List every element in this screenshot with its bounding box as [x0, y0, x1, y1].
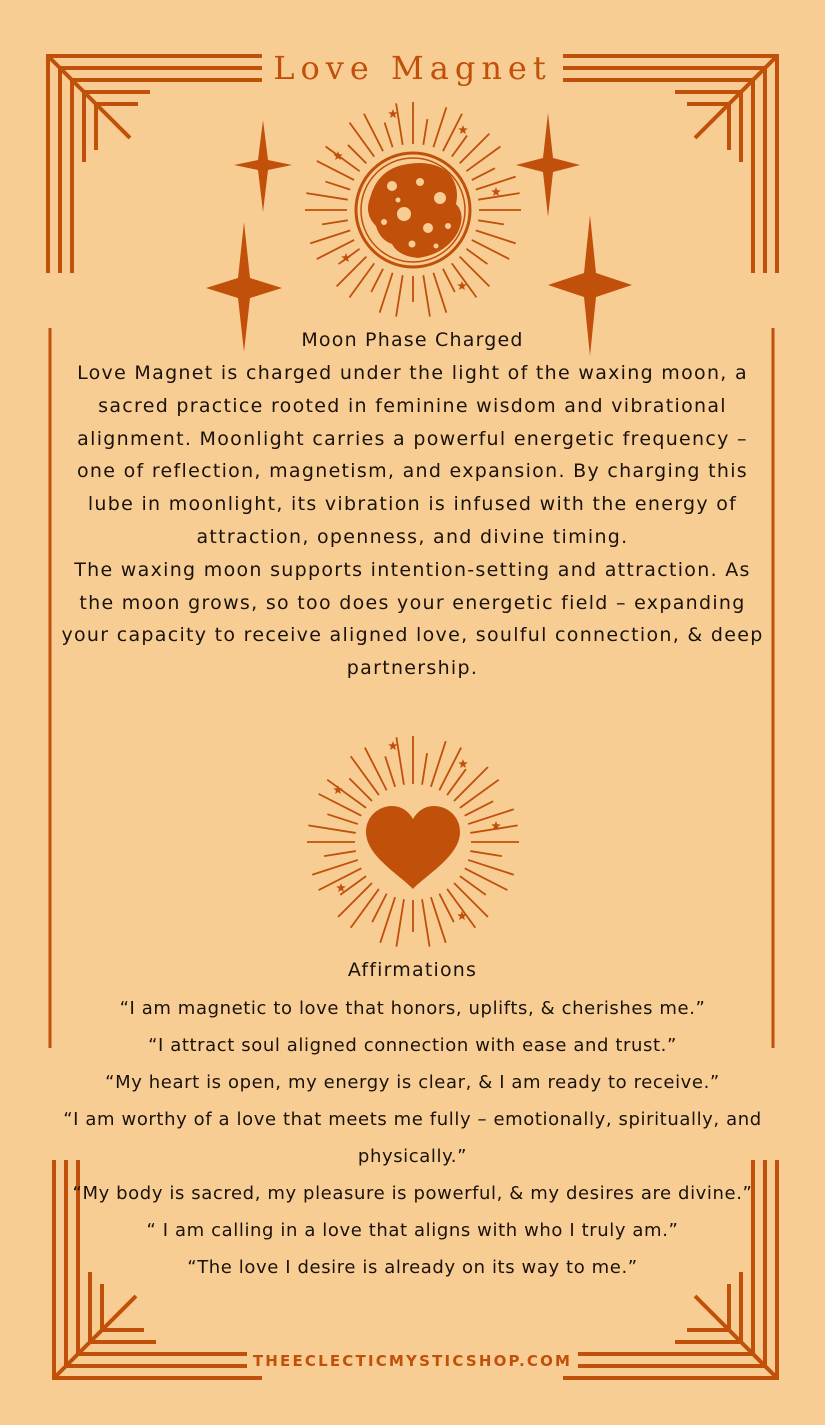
sparkle-icon — [234, 120, 292, 212]
affirmation-item: “I am magnetic to love that honors, uplifts, & cherishes me.” — [119, 998, 706, 1019]
sun-ray — [351, 889, 379, 928]
sun-ray — [460, 780, 499, 808]
sun-ray — [380, 897, 395, 943]
sun-ray — [452, 136, 467, 157]
moon-icon — [356, 153, 470, 267]
sun-ray — [465, 868, 508, 890]
heart-icon — [366, 806, 460, 889]
sun-ray — [478, 220, 504, 224]
sun-ray — [470, 851, 502, 856]
sun-ray — [460, 134, 490, 164]
sun-ray — [365, 748, 387, 791]
moon-paragraph-1: Love Magnet is charged under the light of the waxing moon, a sacred practice rooted in feminine wisdom and vibrational alignment. Moonlight carries a powerful energetic frequency – one of reflection, magnetism, and expansion. By charging this lube in moonlight, its vibration is infused with the energy of attraction, openness, and divine timing. — [77, 362, 748, 548]
frame-corner-top-right — [563, 56, 777, 273]
sun-ray — [326, 182, 351, 190]
sun-ray — [472, 168, 495, 180]
sun-ray — [310, 230, 350, 243]
sun-ray — [308, 825, 355, 833]
affirmation-item: “My body is sacred, my pleasure is powerful, & my desires are divine.” — [72, 1183, 753, 1204]
sun-ray — [327, 780, 366, 808]
affirmation-item: “My heart is open, my energy is clear, & I am ready to receive.” — [105, 1072, 720, 1093]
affirmation-item: “ I am calling in a love that aligns with who I truly am.” — [146, 1220, 679, 1241]
small-star-icon — [491, 187, 501, 196]
sun-ray — [431, 897, 446, 943]
sun-ray — [306, 193, 347, 200]
sun-ray — [312, 860, 358, 875]
sun-ray — [324, 851, 356, 856]
page-title: Love Magnet — [0, 52, 825, 84]
sun-ray — [350, 263, 375, 297]
small-star-icon — [333, 785, 343, 794]
sun-ray — [468, 860, 514, 875]
sun-ray — [396, 275, 403, 316]
moon-section-body — [56, 357, 769, 685]
small-star-icon — [458, 759, 468, 768]
sun-ray — [439, 748, 461, 791]
sun-ray — [454, 883, 488, 917]
sun-ray — [466, 147, 500, 172]
sun-ray — [337, 257, 367, 287]
sun-ray — [322, 220, 348, 224]
sun-ray — [371, 269, 383, 292]
sun-ray — [465, 801, 494, 816]
sun-ray — [452, 263, 477, 297]
sun-ray — [439, 894, 454, 923]
sun-ray — [422, 899, 430, 946]
sun-ray — [423, 275, 430, 316]
sun-ray — [468, 809, 514, 824]
moon-section-heading: Moon Phase Charged — [301, 329, 524, 351]
small-star-icon — [457, 911, 467, 920]
sun-ray — [372, 894, 387, 923]
sun-ray — [460, 257, 490, 287]
sun-ray — [423, 119, 427, 145]
sun-ray — [433, 273, 446, 313]
sun-ray — [351, 756, 379, 795]
sparkle-icon — [516, 113, 580, 217]
sun-ray — [443, 269, 455, 292]
sun-ray — [431, 741, 446, 787]
sun-ray — [396, 737, 404, 784]
sun-ray — [396, 103, 403, 144]
small-star-icon — [336, 883, 346, 892]
moon-paragraph-2: The waxing moon supports intention-setting and attraction. As the moon grows, so too does your energetic field – expanding your capacity to receive aligned love, soulful connection, & deep partnership. — [61, 558, 764, 680]
footer-website: THEECLECTICMYSTICSHOP.COM — [0, 1351, 825, 1371]
sun-ray — [466, 249, 487, 264]
sun-ray — [385, 756, 395, 786]
affirmations-list — [56, 990, 769, 1286]
frame-corner-top-left — [48, 56, 262, 273]
sun-ray — [327, 814, 357, 824]
affirmation-item: “I attract soul aligned connection with ease and trust.” — [148, 1035, 677, 1056]
sun-ray — [447, 889, 475, 928]
sun-ray — [380, 273, 393, 313]
sun-ray — [476, 177, 516, 190]
sun-ray — [422, 753, 427, 785]
affirmations-heading: Affirmations — [347, 959, 478, 981]
sun-ray — [433, 107, 446, 147]
affirmation-item: “The love I desire is already on its way to me.” — [187, 1257, 638, 1278]
sun-ray — [478, 193, 519, 200]
sun-ray — [385, 123, 393, 148]
affirmation-item: “I am worthy of a love that meets me fully – emotionally, spiritually, and physically.” — [63, 1109, 762, 1167]
sun-ray — [476, 230, 516, 243]
small-star-icon — [458, 125, 468, 134]
sun-ray — [319, 794, 362, 816]
sun-ray — [348, 145, 366, 163]
sun-ray — [396, 899, 404, 946]
sun-ray — [454, 767, 488, 801]
